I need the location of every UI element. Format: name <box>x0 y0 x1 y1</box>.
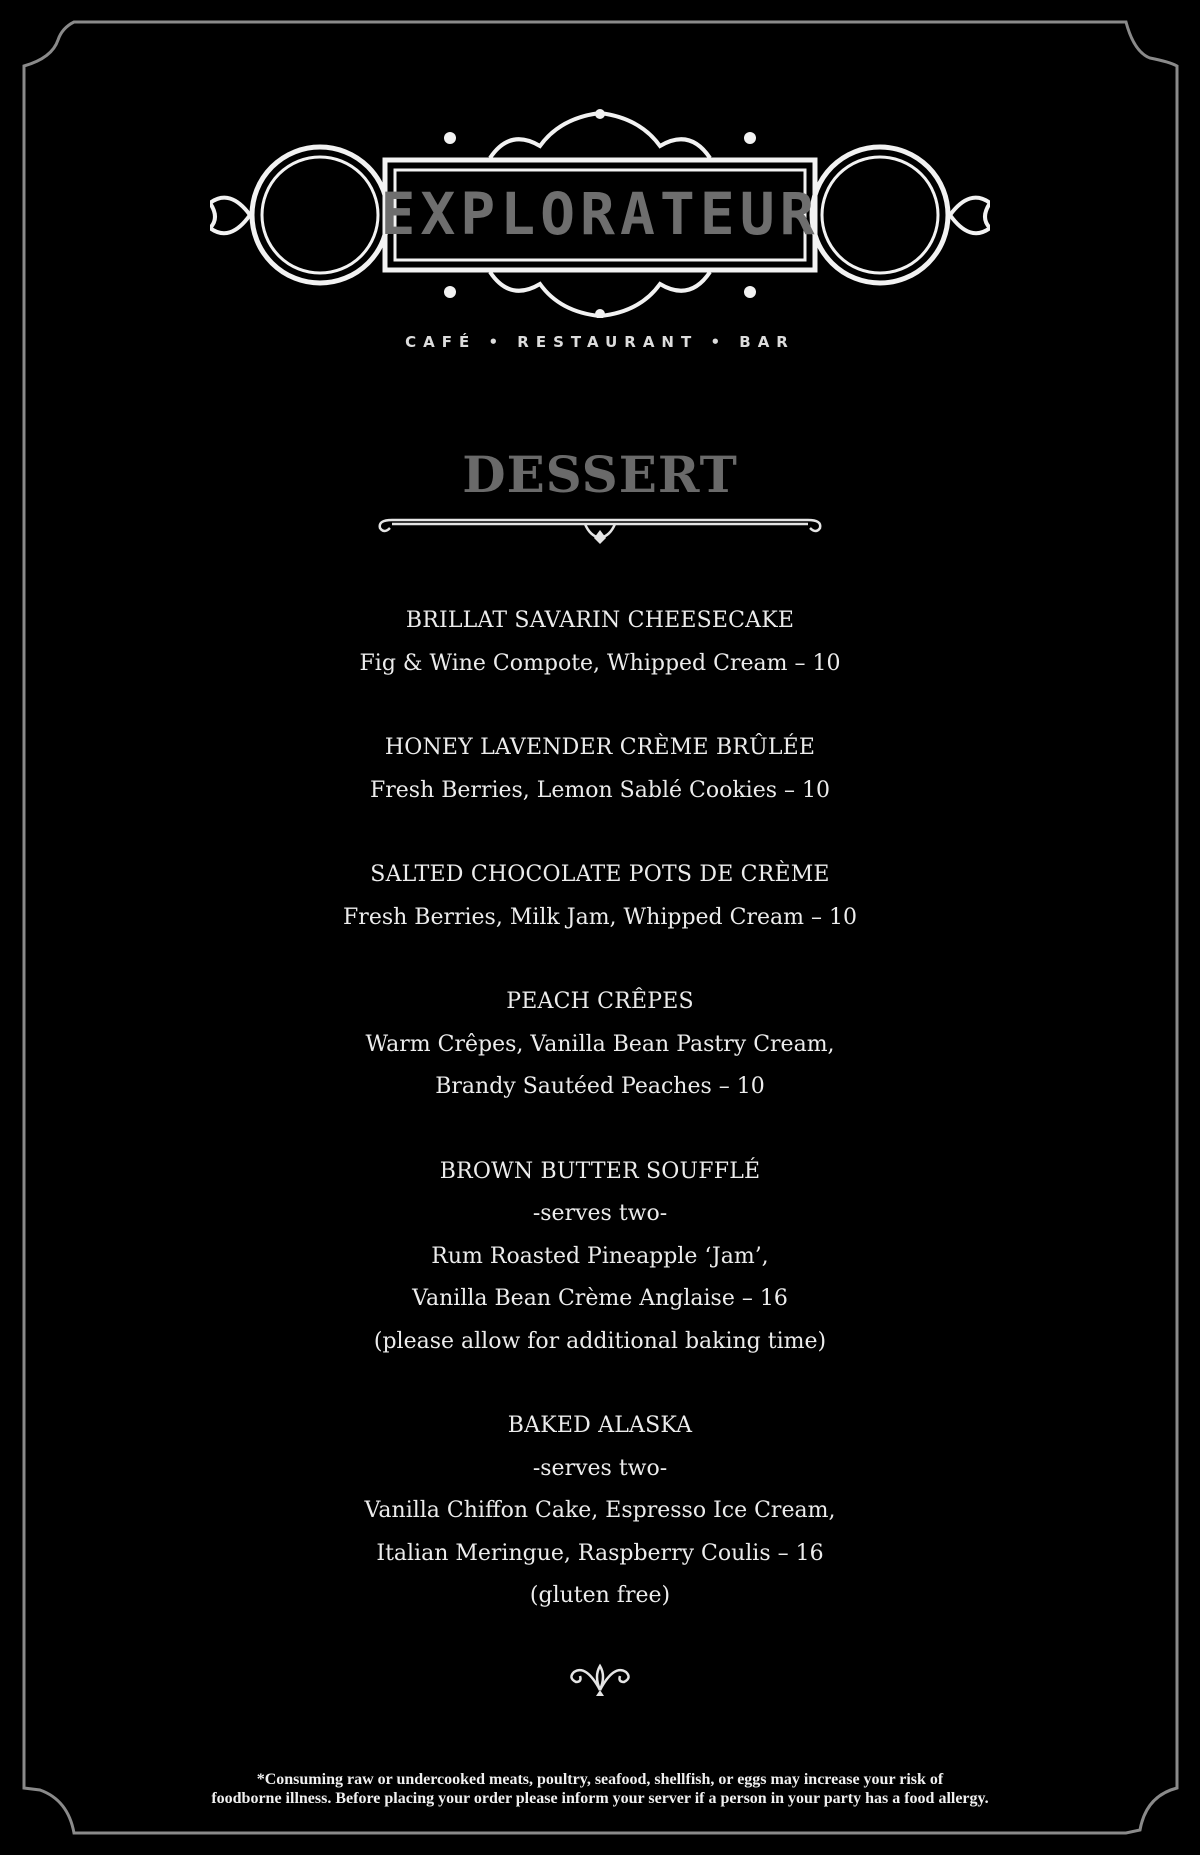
scroll-divider-icon <box>370 508 830 544</box>
item-description: Fig & Wine Compote, Whipped Cream – 10 <box>359 650 841 676</box>
item-description: Vanilla Bean Crème Anglaise – 16 <box>412 1286 788 1311</box>
item-name: BAKED ALASKA <box>507 1413 693 1438</box>
item-serving-note: -serves two- <box>532 1201 668 1226</box>
item-serving-note: -serves two- <box>532 1455 668 1481</box>
item-name: BROWN BUTTER SOUFFLÉ <box>439 1158 761 1184</box>
item-description: Fresh Berries, Lemon Sablé Cookies – 10 <box>369 777 830 803</box>
menu-item <box>0 600 1200 685</box>
item-description: Vanilla Chiffon Cake, Espresso Ice Cream, <box>364 1498 836 1523</box>
menu-item <box>0 727 1200 812</box>
item-description: Warm Crêpes, Vanilla Bean Pastry Cream, <box>365 1031 835 1057</box>
item-name: PEACH CRÊPES <box>506 989 694 1014</box>
menu-item <box>0 1151 1200 1364</box>
item-name: BRILLAT SAVARIN CHEESECAKE <box>405 608 795 633</box>
menu-item <box>0 1405 1200 1618</box>
item-note: (please allow for additional baking time) <box>373 1328 827 1354</box>
section-title: DESSERT <box>462 445 738 504</box>
brand-name: EXPLORATEUR <box>380 180 820 248</box>
item-description: Rum Roasted Pineapple ‘Jam’, <box>431 1243 769 1269</box>
item-description: Fresh Berries, Milk Jam, Whipped Cream – 10 <box>343 904 857 930</box>
flourish-ornament-icon <box>566 1660 634 1696</box>
disclaimer-line-2: foodborne illness. Before placing your order please inform your server if a person in your party has a food allergy. <box>211 1790 989 1807</box>
menu-item <box>0 854 1200 939</box>
item-description: Brandy Sautéed Peaches – 10 <box>435 1074 765 1099</box>
tagline: CAFÉ • RESTAURANT • BAR <box>405 333 795 351</box>
allergy-disclaimer <box>0 1770 1200 1808</box>
disclaimer-line-1: *Consuming raw or undercooked meats, poultry, seafood, shellfish, or eggs may increase your risk of <box>256 1771 944 1788</box>
item-note: (gluten free) <box>529 1583 671 1608</box>
item-name: SALTED CHOCOLATE POTS DE CRÈME <box>370 862 830 887</box>
item-name: HONEY LAVENDER CRÈME BRÛLÉE <box>384 735 816 760</box>
item-description: Italian Meringue, Raspberry Coulis – 16 <box>376 1540 824 1566</box>
dessert-menu <box>0 600 1200 1660</box>
menu-item <box>0 981 1200 1109</box>
